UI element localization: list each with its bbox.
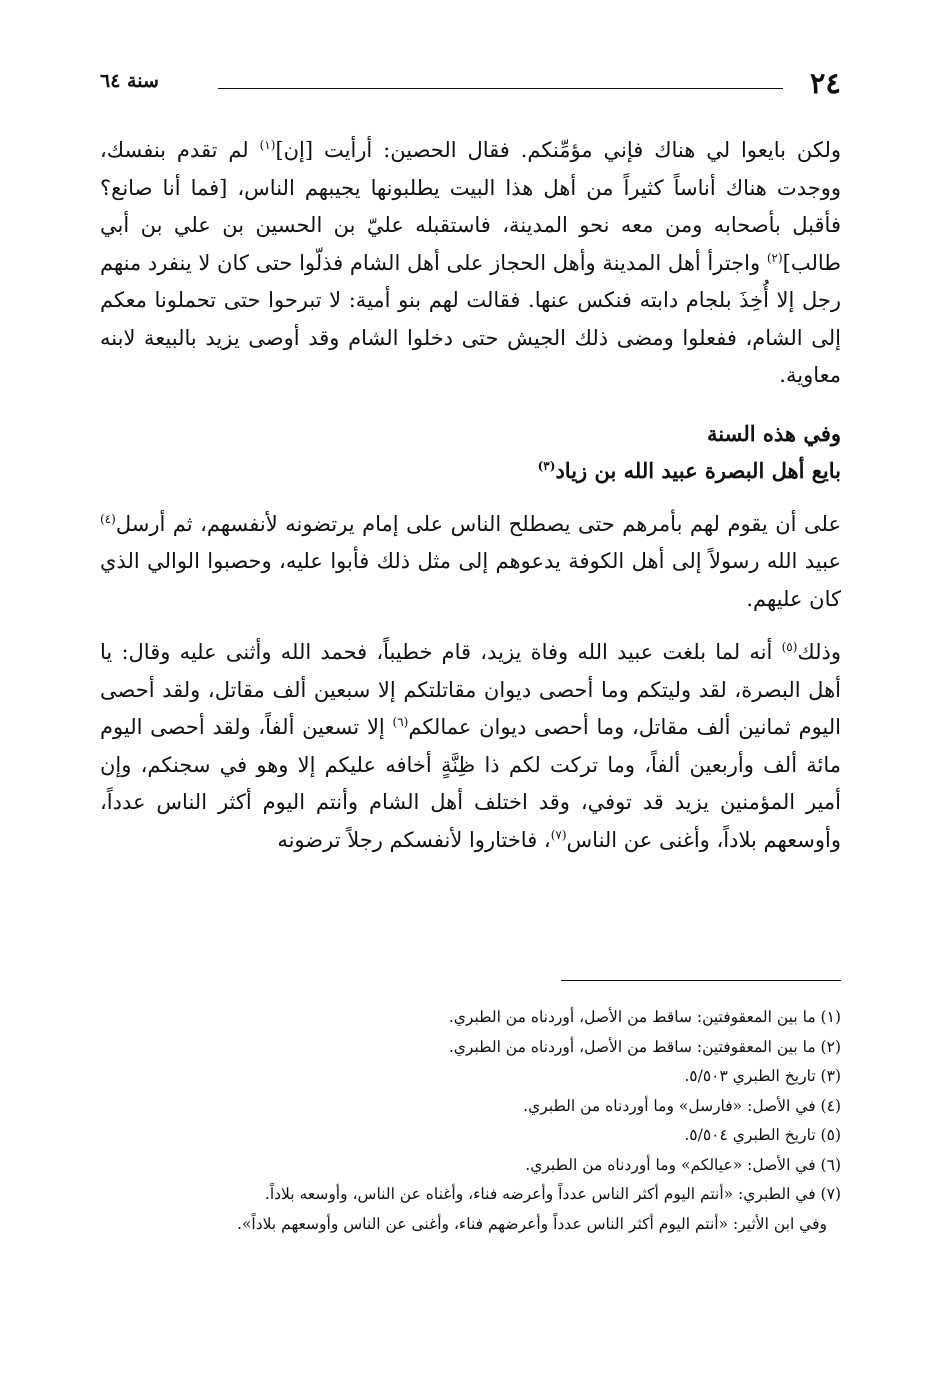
footnote-rule bbox=[561, 980, 841, 981]
subheading-text: بايع أهل البصرة عبيد الله بن زياد bbox=[555, 458, 841, 483]
footnote-ref-7: (٧) bbox=[550, 827, 567, 842]
footnote-6: (٦) في الأصل: «عيالكم» وما أوردناه من الطبري. bbox=[525, 1155, 841, 1174]
paragraph-2 bbox=[100, 506, 841, 619]
page-number: ٢٤ bbox=[809, 66, 841, 100]
section-heading: وفي هذه السنة bbox=[707, 420, 841, 446]
footnotes bbox=[100, 1003, 841, 1239]
footnote-ref-1: (١) bbox=[259, 138, 276, 152]
footnote-ref-2: (٢) bbox=[766, 250, 783, 265]
running-title: سنة ٦٤ bbox=[100, 70, 159, 92]
text-span: عبيد الله رسولاً إلى أهل الكوفة يدعوهم إلى مثل ذلك فأبوا عليه، وحصبوا الوالي الذي كان عليهم. bbox=[100, 549, 841, 611]
text-span: واجترأ أهل المدينة وأهل الحجاز على أهل الشام فذلّوا حتى كان لا ينفرد منهم رجل إلا أُخِذَ بلجام دابته فنكس عنها. فقالت لهم بنو أمية: لا تبرحوا حتى تحملونا معكم إلى الشام، ففعلوا ومضى ذلك الجيش حتى دخلوا الشام وقد أوصى يزيد بالبيعة لابنه معاوية. bbox=[100, 250, 841, 387]
footnote-ref-5: (٥) bbox=[781, 640, 798, 654]
page-header bbox=[100, 66, 841, 106]
footnote-1: (١) ما بين المعقوفتين: ساقط من الأصل، أوردناه من الطبري. bbox=[448, 1008, 841, 1026]
paragraph-1 bbox=[100, 132, 841, 395]
footnote-7: (٧) في الطبري: «أنتم اليوم أكثر الناس عدداً وأعرضه فناء، وأغناه عن الناس، وأوسعه بلاداً. bbox=[264, 1185, 841, 1203]
header-rule bbox=[218, 88, 783, 89]
section-subheading bbox=[100, 452, 841, 490]
text-span: لم تقدم بنفسك، ووجدت هناك أناساً كثيراً من أهل هذا البيت يطلبونها يجيبهم الناس، [فما أنا صانع؟ فأقبل بأصحابه ومن معه نحو المدينة، فاستقبله عليّ بن الحسين بن علي بن أبي طالب] bbox=[100, 138, 841, 275]
footnote-ref-3: (٣) bbox=[537, 459, 556, 473]
footnote-ref-6: (٦) bbox=[392, 715, 409, 729]
paragraph-3 bbox=[100, 634, 841, 859]
text-span: على أن يقوم لهم بأمرهم حتى يصطلح الناس على إمام يرتضونه لأنفسهم، ثم أرسل bbox=[115, 511, 841, 536]
text-span: ، فاختاروا لأنفسكم رجلاً ترضونه bbox=[277, 827, 551, 852]
footnote-3: (٣) تاريخ الطبري ٥/٥٠٣. bbox=[684, 1067, 841, 1085]
text-span: أنه لما بلغت عبيد الله وفاة يزيد، قام خطيباً، فحمد الله وأثنى عليه وقال: يا أهل البصرة، لقد وليتكم وما أحصى ديوان مقاتلتكم إلا سبعين ألف مقاتل، ولقد أحصى اليوم ثمانين ألف مقاتل، وما أحصى ديوان عمالكم bbox=[100, 640, 841, 739]
footnote-4: (٤) في الأصل: «فارسل» وما أوردناه من الطبري. bbox=[523, 1096, 841, 1115]
text-span: إلا تسعين ألفاً، ولقد أحصى اليوم مائة ألف وأربعين ألفاً، وما تركت لكم ذا ظِنَّةٍ أخافه عليكم إلا وهو في سجنكم، وإن أمير المؤمنين يزيد قد توفي، وقد اختلف أهل الشام وأنتم اليوم أكثر الناس عدداً، وأوسعهم بلاداً، وأغنى عن الناس bbox=[100, 715, 841, 852]
footnote-7-continued: وفي ابن الأثير: «أنتم اليوم أكثر الناس عدداً وأعرضهم فناء، وأغنى عن الناس وأوسعهم بلاداً». bbox=[237, 1214, 827, 1233]
text-span: وذلك bbox=[797, 640, 841, 664]
text-span: ولكن بايعوا لي هناك فإني مؤمِّنكم. فقال الحصين: أرأيت [إن] bbox=[275, 138, 841, 162]
footnote-2: (٢) ما بين المعقوفتين: ساقط من الأصل، أوردناه من الطبري. bbox=[448, 1037, 841, 1056]
main-text bbox=[100, 132, 841, 859]
footnote-5: (٥) تاريخ الطبري ٥/٥٠٤. bbox=[684, 1126, 841, 1144]
footnote-ref-4: (٤) bbox=[100, 511, 116, 526]
